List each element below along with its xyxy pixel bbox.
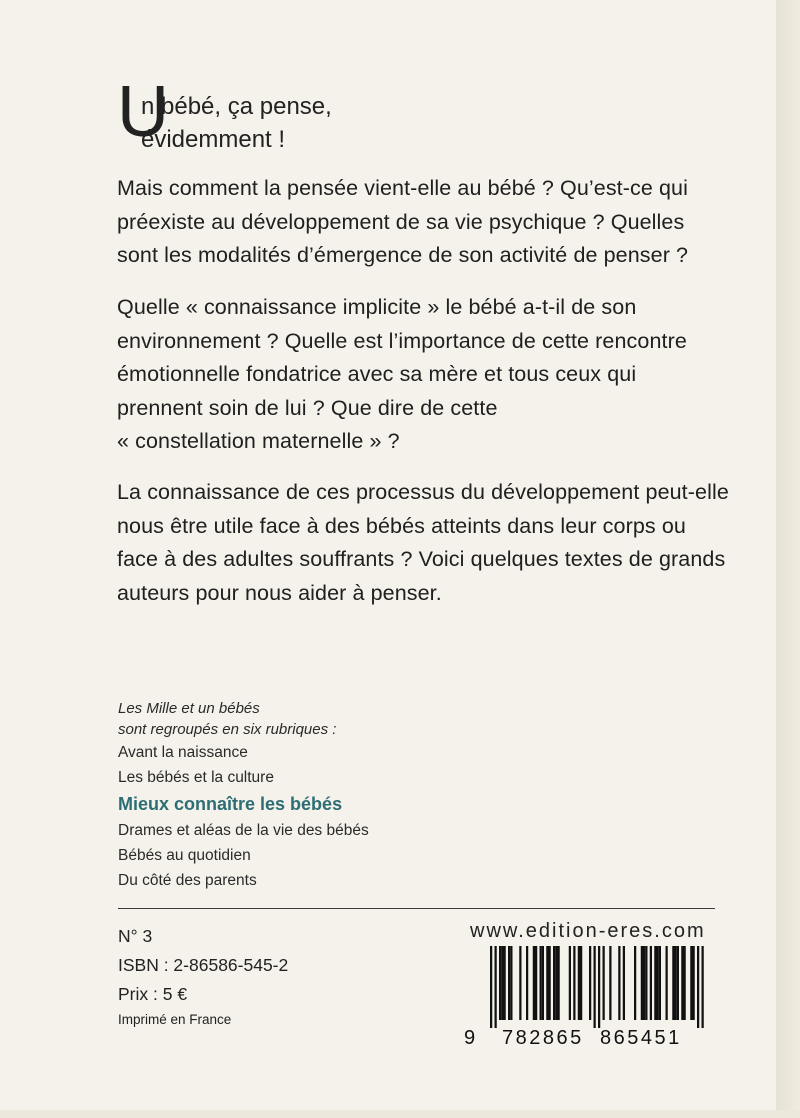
barcode-bar	[677, 946, 679, 1020]
barcode-bar	[681, 946, 683, 1020]
barcode-bar	[690, 946, 692, 1020]
barcode-bar	[490, 946, 492, 1028]
barcode-bar	[657, 946, 659, 1020]
barcode-bar	[697, 946, 699, 1028]
barcode-bar	[555, 946, 557, 1020]
barcode-bar	[684, 946, 686, 1020]
rubrique-item-current: Mieux connaître les bébés	[118, 794, 343, 814]
barcode-bar	[603, 946, 605, 1020]
text-line: La connaissance de ces processus du développement peut-elle	[117, 480, 729, 504]
paragraph-1	[117, 172, 717, 273]
text-line: « constellation maternelle » ?	[117, 429, 400, 453]
barcode-bar	[650, 946, 652, 1020]
text-line: Mais comment la pensée vient-elle au bébé ? Qu’est-ce qui	[117, 176, 688, 200]
publisher-website: www.edition-eres.com	[470, 920, 706, 942]
barcode-bar	[641, 946, 643, 1020]
barcode-bar	[594, 946, 596, 1028]
paragraph-2	[117, 291, 717, 459]
page-edge	[776, 0, 800, 1118]
barcode-bar	[510, 946, 512, 1020]
barcode-bar	[569, 946, 571, 1020]
drop-cap: U	[117, 72, 169, 152]
headline-line-2: évidemment !	[141, 126, 286, 153]
barcode-bar	[499, 946, 501, 1020]
price: Prix : 5 €	[118, 984, 188, 1004]
printed-in: Imprimé en France	[118, 1012, 232, 1027]
barcode-bar	[542, 946, 544, 1020]
barcode-bar	[675, 946, 677, 1020]
text-line: nous être utile face à des bébés atteints dans leur corps ou	[117, 513, 686, 538]
book-info	[118, 922, 288, 1031]
barcode-bar	[508, 946, 510, 1020]
barcode-bar	[578, 946, 580, 1020]
text-line: prennent soin de lui ? Que dire de cette	[117, 395, 498, 420]
ean-right-group: 865451	[600, 1027, 682, 1049]
text-line: émotionnelle fondatrice avec sa mère et tous ceux qui	[117, 362, 637, 386]
barcode-bar	[549, 946, 551, 1020]
series-list	[118, 698, 369, 893]
text-line: auteurs pour nous aider à penser.	[117, 580, 442, 605]
barcode-bar	[693, 946, 695, 1020]
ean-prefix: 9	[464, 1027, 478, 1049]
ean-left-group: 782865	[502, 1027, 584, 1049]
text-line: sont les modalités d’émergence de son activité de penser ?	[117, 243, 689, 267]
barcode-bar	[573, 946, 575, 1020]
barcode-bar	[623, 946, 625, 1020]
barcode-bar	[634, 946, 636, 1020]
series-intro: Les Mille et un bébés	[118, 700, 260, 717]
headline-line-1: n bébé, ça pense,	[141, 93, 332, 120]
barcode-bar	[558, 946, 560, 1020]
barcode-bar	[495, 946, 497, 1028]
barcode-bar	[526, 946, 528, 1020]
text-line: face à des adultes souffrants ? Voici quelques textes de grands	[117, 547, 726, 571]
barcode-bar	[666, 946, 668, 1020]
rubrique-item: Les bébés et la culture	[118, 769, 274, 786]
barcode-bar	[580, 946, 582, 1020]
barcode-bar	[589, 946, 591, 1020]
barcode-bar	[645, 946, 647, 1020]
barcode-bar	[519, 946, 521, 1020]
text-line: Quelle « connaissance implicite » le bébé a-t-il de son	[117, 295, 637, 319]
paragraph-3	[117, 476, 729, 610]
barcode-bar	[618, 946, 620, 1020]
rubrique-item: Drames et aléas de la vie des bébés	[118, 822, 369, 839]
page-bottom-edge	[0, 1110, 800, 1118]
barcode-bar	[609, 946, 611, 1020]
barcode-bar	[598, 946, 600, 1028]
isbn: ISBN : 2-86586-545-2	[118, 955, 289, 975]
barcode-bar	[659, 946, 661, 1020]
barcode-bar	[535, 946, 537, 1020]
barcode-bar	[702, 946, 704, 1028]
barcode-bar	[540, 946, 542, 1020]
barcode-bar	[672, 946, 674, 1020]
barcode-bar	[501, 946, 503, 1020]
barcode-bar	[643, 946, 645, 1020]
barcode-bar	[654, 946, 656, 1020]
barcode-bar	[546, 946, 548, 1020]
divider-line	[118, 908, 715, 909]
barcode-bar	[553, 946, 555, 1020]
text-line: environnement ? Quelle est l’importance de cette rencontre	[117, 328, 687, 353]
rubrique-item: Du côté des parents	[118, 872, 257, 889]
barcode-icon	[464, 946, 714, 1028]
barcode-bar	[533, 946, 535, 1020]
series-intro: sont regroupés en six rubriques :	[118, 721, 337, 738]
rubrique-item: Avant la naissance	[118, 744, 248, 761]
text-line: préexiste au développement de sa vie psychique ? Quelles	[117, 209, 685, 234]
rubrique-item: Bébés au quotidien	[118, 847, 251, 864]
barcode-bar	[504, 946, 506, 1020]
series-number: N° 3	[118, 926, 153, 946]
